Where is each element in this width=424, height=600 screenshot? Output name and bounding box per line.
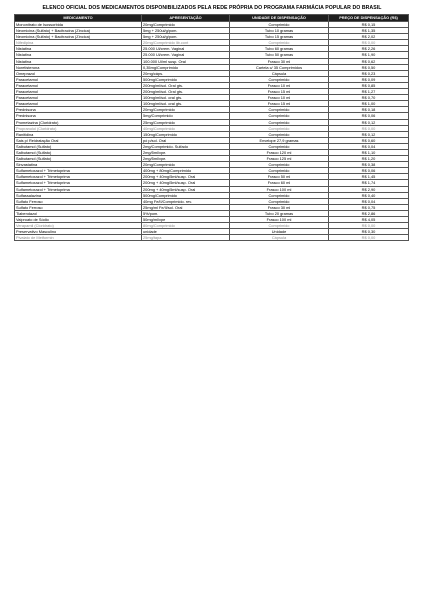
- cell-apresentacao: 20mg/Comprimido: [142, 162, 230, 168]
- cell-unidade: Tubo 20 gramas: [230, 210, 329, 216]
- cell-unidade: Comprimido: [230, 192, 329, 198]
- cell-medicamento: Nistatina: [15, 46, 142, 52]
- cell-preco: R$ 0,04: [329, 143, 409, 149]
- cell-preco: R$ 2,26: [329, 46, 409, 52]
- cell-preco: R$ 0,06: [329, 168, 409, 174]
- cell-unidade: Comprimido: [230, 40, 329, 46]
- cell-apresentacao: 2mg/5ml/xpe.: [142, 149, 230, 155]
- cell-medicamento: Sulfametoxazol + Trimetoprima: [15, 174, 142, 180]
- cell-preco: R$ 0,30: [329, 229, 409, 235]
- cell-apresentacao: 200mg + 40mg/5ml/susp. Oral: [142, 180, 230, 186]
- cell-apresentacao: 500mg/Comprimido: [142, 76, 230, 82]
- cell-preco: R$ 1,20: [329, 156, 409, 162]
- cell-medicamento: Nifedipina: [15, 40, 142, 46]
- cell-unidade: Frasco 120 ml: [230, 149, 329, 155]
- cell-preco: R$ 1,27: [329, 89, 409, 95]
- cell-apresentacao: 20mg/cáps.: [142, 70, 230, 76]
- cell-apresentacao: 25.000 Ui/crem. Vaginal: [142, 52, 230, 58]
- cell-medicamento: Nistatina: [15, 58, 142, 64]
- cell-preco: R$ 0,15: [329, 22, 409, 28]
- cell-preco: R$ 0,18: [329, 107, 409, 113]
- cell-preco: R$ 0,12: [329, 119, 409, 125]
- cell-medicamento: Mononitrato de Isossorbida: [15, 22, 142, 28]
- medication-table: [14, 14, 409, 241]
- cell-medicamento: Salbutamol (Sulfato): [15, 156, 142, 162]
- cell-apresentacao: pó p/sol. Oral: [142, 137, 230, 143]
- table-header-row: [15, 15, 409, 22]
- cell-apresentacao: 80mg/Comprimido: [142, 223, 230, 229]
- cell-medicamento: Salbutamol (Sulfato): [15, 149, 142, 155]
- cell-unidade: Tubo 10 gramas: [230, 28, 329, 34]
- cell-apresentacao: 25mg/tapa: [142, 235, 230, 241]
- cell-apresentacao: unidade: [142, 229, 230, 235]
- cell-apresentacao: 5mg + 250ui/g/pom.: [142, 34, 230, 40]
- cell-medicamento: Paracetamol: [15, 76, 142, 82]
- cell-unidade: Comprimido: [230, 198, 329, 204]
- cell-medicamento: Sinvastatina: [15, 162, 142, 168]
- cell-preco: R$ 0,04: [329, 198, 409, 204]
- cell-medicamento: Salbutamol (Sulfato): [15, 143, 142, 149]
- cell-medicamento: Propranolol (Cloridrato): [15, 125, 142, 131]
- cell-unidade: Tubo 60 gramas: [230, 46, 329, 52]
- cell-apresentacao: 200mg + 40mg/5ml/susp. Oral: [142, 174, 230, 180]
- cell-preco: R$ 0,23: [329, 70, 409, 76]
- cell-apresentacao: 2mg/Comprimido. Sulfado: [142, 143, 230, 149]
- cell-preco: R$ 0,00: [329, 40, 409, 46]
- cell-apresentacao: 200mg/ml/sol. Oral gts.: [142, 82, 230, 88]
- cell-medicamento: Sulfato Ferroso: [15, 204, 142, 210]
- cell-medicamento: Paracetamol: [15, 95, 142, 101]
- cell-apresentacao: 25mg/ml Fe/II/sol. Oral: [142, 204, 230, 210]
- cell-apresentacao: 20mg/Comprimido: [142, 22, 230, 28]
- cell-apresentacao: 40mg Fe/II/Comprimido. rev.: [142, 198, 230, 204]
- cell-unidade: Comprimido: [230, 119, 329, 125]
- cell-apresentacao: 5mg + 250ui/g/pom.: [142, 28, 230, 34]
- cell-medicamento: Valproato de Sódio: [15, 217, 142, 223]
- cell-medicamento: Preservativo Masculino: [15, 229, 142, 235]
- cell-unidade: Envelope 27,9 gramas: [230, 137, 329, 143]
- cell-preco: R$ 1,45: [329, 174, 409, 180]
- cell-apresentacao: 25mg/Comprimido: [142, 119, 230, 125]
- cell-apresentacao: 100.000 Ui/ml susp. Oral: [142, 58, 230, 64]
- cell-preco: R$ 0,70: [329, 95, 409, 101]
- cell-unidade: Frasco 10 ml: [230, 82, 329, 88]
- cell-unidade: Comprimido: [230, 131, 329, 137]
- cell-unidade: Frasco 30 ml: [230, 58, 329, 64]
- cell-apresentacao: 200mg + 40mg/5ml/susp. Oral: [142, 186, 230, 192]
- cell-preco: R$ 0,12: [329, 131, 409, 137]
- cell-preco: R$ 2,02: [329, 34, 409, 40]
- cell-medicamento: Ranitidina: [15, 131, 142, 137]
- cell-unidade: Comprimido: [230, 143, 329, 149]
- cell-unidade: Comprimido: [230, 168, 329, 174]
- cell-unidade: Frasco 15 ml: [230, 101, 329, 107]
- cell-preco: R$ 0,40: [329, 192, 409, 198]
- cell-preco: R$ 1,00: [329, 101, 409, 107]
- cell-apresentacao: 40mg/Comprimido: [142, 125, 230, 131]
- cell-apresentacao: 150mg/Comprimido: [142, 131, 230, 137]
- cell-unidade: Unidade: [230, 229, 329, 235]
- cell-preco: R$ 2,90: [329, 186, 409, 192]
- cell-preco: R$ 2,86: [329, 210, 409, 216]
- cell-apresentacao: 100mg/ml/sol. oral gts.: [142, 101, 230, 107]
- cell-preco: R$ 1,74: [329, 180, 409, 186]
- cell-preco: R$ 1,35: [329, 28, 409, 34]
- cell-unidade: Comprimido: [230, 125, 329, 131]
- cell-unidade: Cápsula: [230, 235, 329, 241]
- cell-medicamento: Paracetamol: [15, 101, 142, 107]
- cell-medicamento: Paracetamol: [15, 82, 142, 88]
- header-apresentacao: APRESENTAÇÃO: [142, 15, 230, 22]
- cell-apresentacao: 50mg/ml/xpe: [142, 217, 230, 223]
- cell-unidade: Frasco 15 ml: [230, 89, 329, 95]
- cell-apresentacao: 100mg/ml/sol. oral gts.: [142, 95, 230, 101]
- cell-medicamento: Sulfato Ferroso: [15, 198, 142, 204]
- cell-unidade: Comprimido: [230, 223, 329, 229]
- cell-preco: R$ 0,75: [329, 204, 409, 210]
- cell-preco: R$ 1,90: [329, 52, 409, 58]
- cell-unidade: Frasco 10 ml: [230, 95, 329, 101]
- table-row: [15, 235, 409, 241]
- cell-unidade: Comprimido: [230, 113, 329, 119]
- cell-medicamento: Sulfassalazina: [15, 192, 142, 198]
- cell-preco: R$ 0,06: [329, 113, 409, 119]
- cell-unidade: Frasco 125 ml: [230, 156, 329, 162]
- cell-unidade: Cartela c/ 35 Comprimidos: [230, 64, 329, 70]
- cell-medicamento: Verapamil (Cloridrato): [15, 223, 142, 229]
- cell-medicamento: Pivalato de Metformin: [15, 235, 142, 241]
- cell-unidade: Frasco 100 ml: [230, 186, 329, 192]
- cell-medicamento: Nistatina: [15, 52, 142, 58]
- cell-apresentacao: 0,35mg/Comprimido: [142, 64, 230, 70]
- cell-unidade: Comprimido: [230, 22, 329, 28]
- cell-preco: R$ 0,09: [329, 76, 409, 82]
- cell-preco: R$ 0,85: [329, 82, 409, 88]
- cell-unidade: Tubo 15 gramas: [230, 34, 329, 40]
- cell-preco: R$ 0,50: [329, 64, 409, 70]
- cell-medicamento: Sais p/ Reidratação Oral: [15, 137, 142, 143]
- header-preco: PREÇO DE DISPENSAÇÃO (R$): [329, 15, 409, 22]
- cell-medicamento: Prometazina (Cloridrato): [15, 119, 142, 125]
- cell-unidade: Frasco 60 ml: [230, 180, 329, 186]
- cell-apresentacao: 20mg/Comprimido lib.cont: [142, 40, 230, 46]
- header-medicamento: MEDICAMENTO: [15, 15, 142, 22]
- cell-preco: R$ 0,62: [329, 58, 409, 64]
- cell-medicamento: Neomicina (Sulfato) + Bacitracina (Zíncica): [15, 28, 142, 34]
- cell-preco: R$ 0,00: [329, 125, 409, 131]
- cell-apresentacao: 5mg/Comprimido: [142, 113, 230, 119]
- cell-apresentacao: 200mg/ml/sol. Oral gts.: [142, 89, 230, 95]
- cell-unidade: Cápsula: [230, 70, 329, 76]
- cell-medicamento: Prednisona: [15, 113, 142, 119]
- header-unidade: UNIDADE DE DISPENSAÇÃO: [230, 15, 329, 22]
- cell-apresentacao: 20mg/Comprimido: [142, 107, 230, 113]
- cell-preco: R$ 1,10: [329, 149, 409, 155]
- cell-medicamento: Sulfametoxazol + Trimetoprima: [15, 168, 142, 174]
- cell-apresentacao: 5%/pom.: [142, 210, 230, 216]
- cell-apresentacao: 2mg/5ml/xpe.: [142, 156, 230, 162]
- cell-unidade: Frasco 30 ml: [230, 204, 329, 210]
- cell-medicamento: Neomicina (Sulfato) + Bacitracina (Zíncica): [15, 34, 142, 40]
- cell-preco: R$ 0,00: [329, 235, 409, 241]
- cell-apresentacao: 500mg/Comprimido: [142, 192, 230, 198]
- cell-medicamento: Omeprazol: [15, 70, 142, 76]
- document-title: ELENCO OFICIAL DOS MEDICAMENTOS DISPONIBILIZADOS PELA REDE PRÓPRIA DO PROGRAMA FARMÁCIA POPULAR DO BRASIL: [42, 5, 382, 11]
- cell-medicamento: Prednisona: [15, 107, 142, 113]
- cell-preco: R$ 4,05: [329, 217, 409, 223]
- cell-unidade: Comprimido: [230, 162, 329, 168]
- cell-unidade: Frasco 50 ml: [230, 174, 329, 180]
- cell-unidade: Comprimido: [230, 76, 329, 82]
- cell-preco: R$ 0,60: [329, 137, 409, 143]
- cell-unidade: Comprimido: [230, 107, 329, 113]
- cell-medicamento: Sulfametoxazol + Trimetoprima: [15, 186, 142, 192]
- cell-medicamento: Paracetamol: [15, 89, 142, 95]
- cell-unidade: Tubo 50 gramas: [230, 52, 329, 58]
- cell-medicamento: Noretisterona: [15, 64, 142, 70]
- cell-preco: R$ 0,00: [329, 223, 409, 229]
- cell-unidade: Frasco 100 ml: [230, 217, 329, 223]
- cell-preco: R$ 0,38: [329, 162, 409, 168]
- cell-apresentacao: 400mg + 80mg/Comprimido: [142, 168, 230, 174]
- cell-medicamento: Tiabendazol: [15, 210, 142, 216]
- cell-apresentacao: 25.000 Ui/crem. Vaginal: [142, 46, 230, 52]
- cell-medicamento: Sulfametoxazol + Trimetoprima: [15, 180, 142, 186]
